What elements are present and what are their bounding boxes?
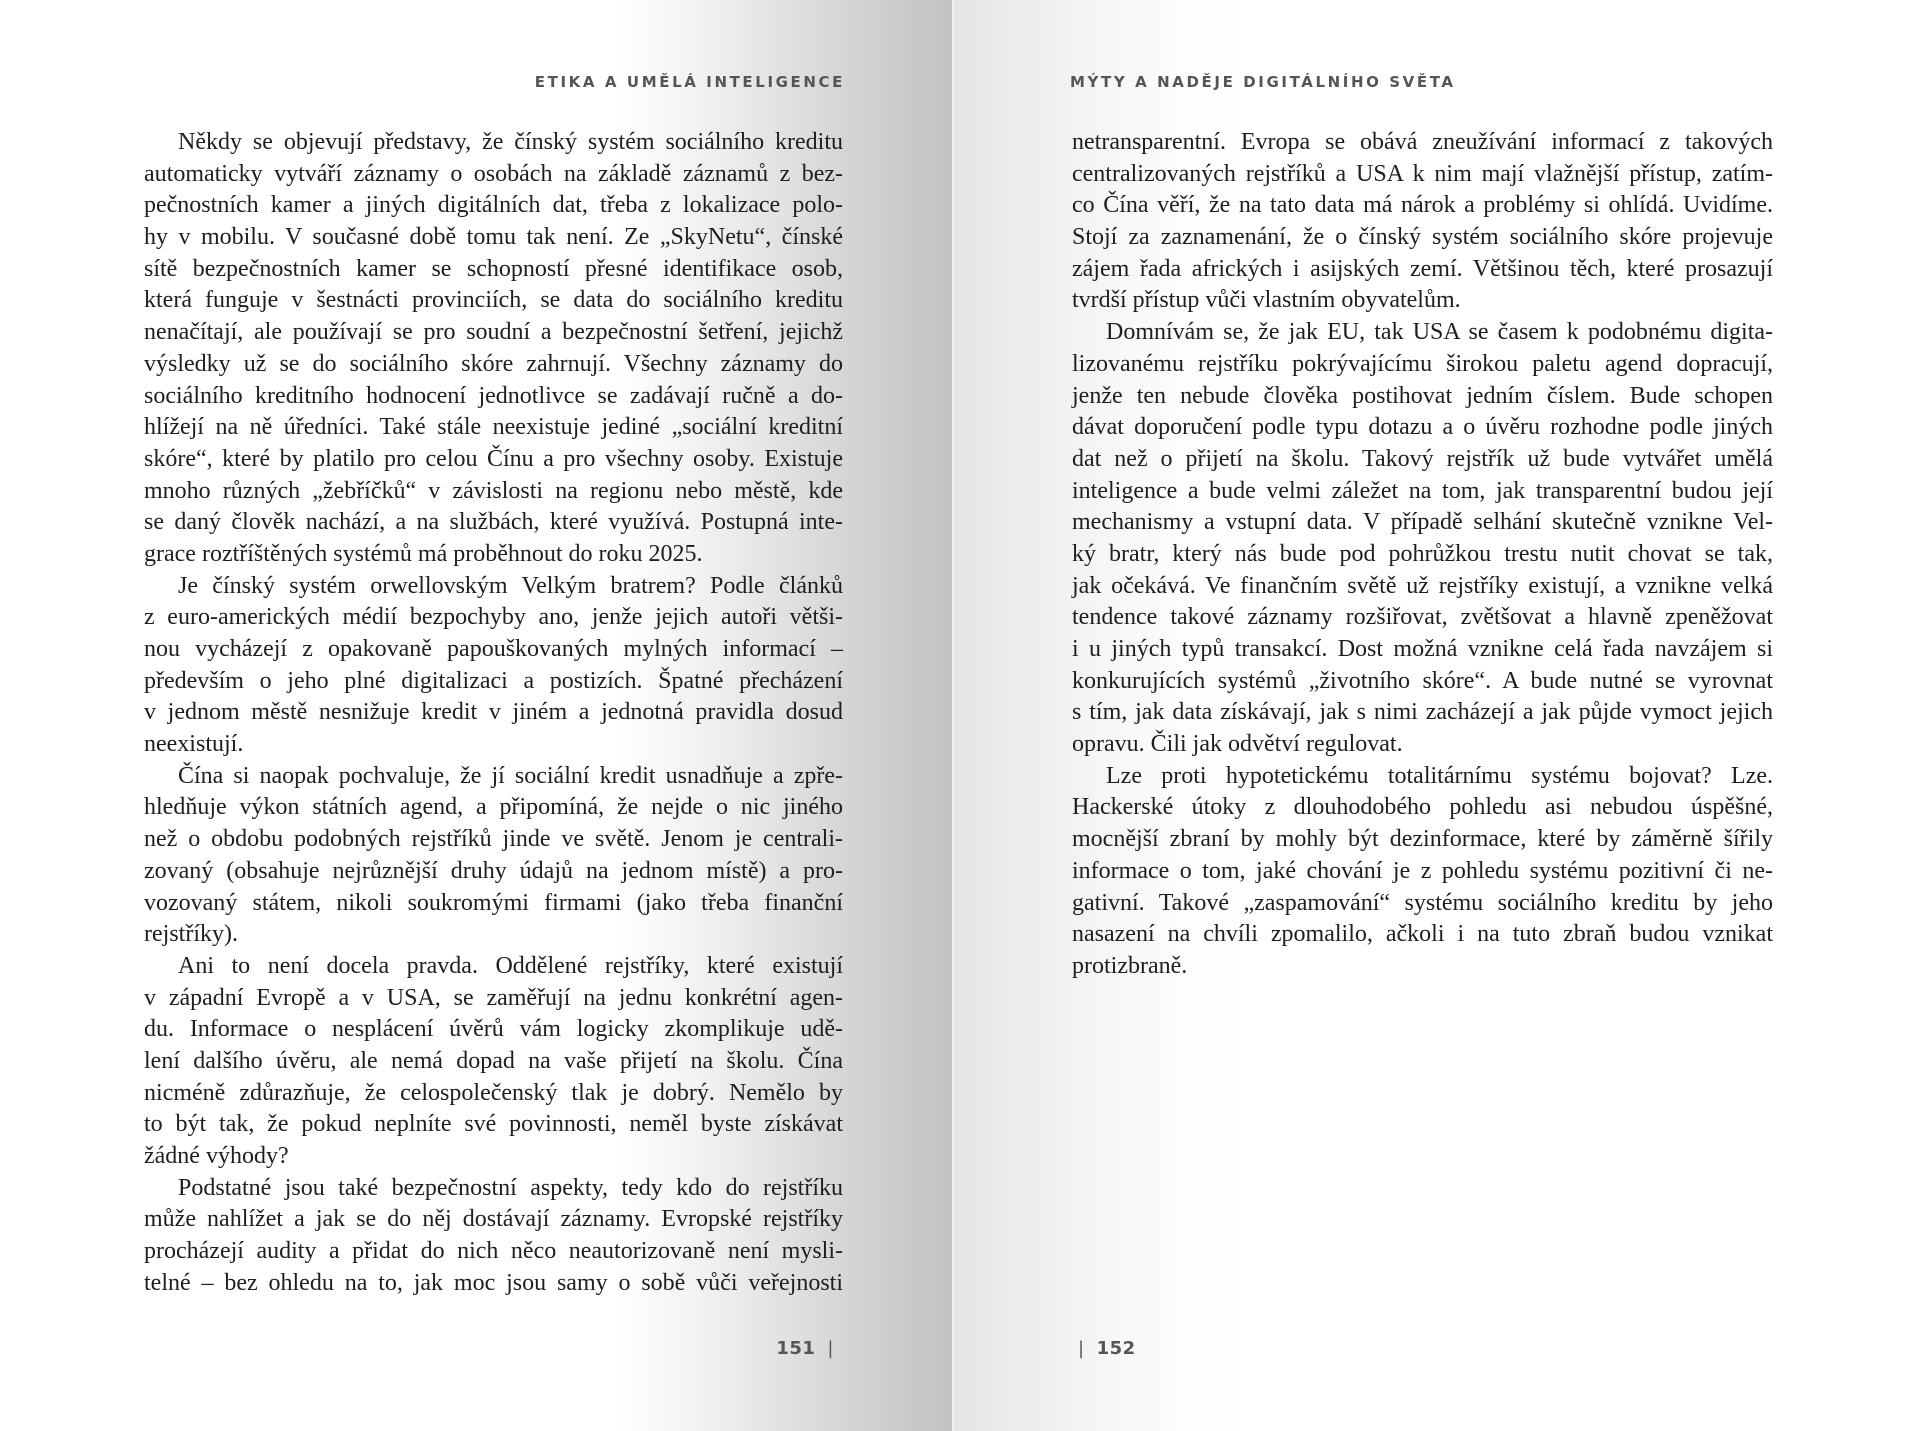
folio-separator: | (827, 1338, 834, 1359)
text-line: Je čínský systém orwellovským Velkým bratrem? Podle článků (178, 572, 843, 599)
text-line: lizovanému rejstříku pokrývajícímu širokou paletu agend dopracují, (1072, 350, 1773, 377)
text-line: Stojí za zaznamenání, že o čínský systém sociálního skóre projevuje (1072, 224, 1773, 251)
text-line: pečnostních kamer a jiných digitálních dat, třeba z lokalizace polo- (144, 192, 843, 219)
text-line: hlížejí na ně úředníci. Také stále neexistuje jediné „sociální kreditní (144, 414, 843, 441)
text-line: Podstatné jsou také bezpečnostní aspekty, tedy kdo do rejstříku (178, 1174, 843, 1201)
text-line: z euro-amerických médií bezpochyby ano, jenže jejich autoři větši- (144, 604, 843, 631)
text-line: jenže ten nebude člověka postihovat jedním číslem. Bude schopen (1072, 382, 1773, 409)
text-line: mnoho různých „žebříčků“ v závislosti na regionu nebo městě, kde (144, 477, 843, 504)
text-line: Někdy se objevují představy, že čínský systém sociálního kreditu (178, 129, 843, 155)
folio-separator: | (1078, 1338, 1085, 1359)
text-line: hy v mobilu. V současné době tomu tak není. Ze „SkyNetu“, čínské (144, 224, 843, 251)
text-line: se daný člověk nachází, a na službách, které využívá. Postupná inte- (144, 509, 843, 536)
text-line: Lze proti hypotetickému totalitárnímu systému bojovat? Lze. (1106, 762, 1773, 789)
text-line: informace o tom, jaké chování je z pohledu systému pozitivní či ne- (1072, 857, 1773, 884)
text-line: rejstříky). (144, 921, 238, 948)
text-line: co Čína věří, že na tato data má nárok a problémy si ohlídá. Uvidíme. (1072, 192, 1773, 219)
page-number-left (776, 1338, 846, 1359)
book-gutter-fold (952, 0, 954, 1431)
text-line: v západní Evropě a v USA, se zaměřují na jednu konkrétní agen- (144, 984, 843, 1011)
text-line: nenačítají, ale používají se pro soudní a bezpečnostní šetření, jejichž (144, 319, 843, 346)
text-line: Domnívám se, že jak EU, tak USA se časem k podobnému digita- (1106, 319, 1773, 346)
text-line: Hackerské útoky z dlouhodobého pohledu asi nebudou úspěšné, (1072, 794, 1773, 821)
text-line: než o obdobu podobných rejstříků jinde ve světě. Jenom je centrali- (144, 826, 843, 853)
text-line: telné – bez ohledu na to, jak moc jsou samy o sobě vůči veřejnosti (144, 1269, 843, 1296)
running-head-left: ETIKA A UMĚLÁ INTELIGENCE (534, 73, 845, 91)
text-line: vozovaný státem, nikoli soukromými firmami (jako třeba finanční (144, 889, 843, 916)
text-line: výsledky už se do sociálního skóre zahrnují. Všechny záznamy do (144, 350, 843, 377)
text-line: mocnější zbraní by mohly být dezinformace, které by záměrně šířily (1072, 826, 1773, 853)
text-line: sítě bezpečnostních kamer se schopností přesné identifikace osob, (144, 255, 843, 282)
text-line: konkurujících systémů „životního skóre“. A bude nutné se vyrovnat (1072, 667, 1773, 694)
text-line: lení dalšího úvěru, ale nemá dopad na vaše přijetí na školu. Čína (144, 1047, 843, 1074)
text-line: s tím, jak data získávají, jak s nimi zacházejí a jak půjde vymoct jejich (1072, 699, 1773, 726)
text-line: netransparentní. Evropa se obává zneužívání informací z takových (1072, 129, 1773, 155)
text-line: nasazení na chvíli zpomalilo, ačkoli i na tuto zbraň budou vznikat (1072, 921, 1773, 948)
text-line: hledňuje výkon státních agend, a připomíná, že nejde o nic jiného (144, 794, 843, 821)
right-page-body-text (1072, 127, 1773, 983)
page-number-value: 151 (776, 1338, 816, 1359)
text-line: i u jiných typů transakcí. Dost možná vznikne celá řada navzájem si (1072, 636, 1773, 662)
text-line: skóre“, které by platilo pro celou Čínu a pro všechny osoby. Existuje (144, 445, 843, 472)
left-page-body-text (144, 127, 843, 1299)
text-line: může nahlížet a jak se do něj dostávají záznamy. Evropské rejstříky (144, 1206, 843, 1233)
text-line: zovaný (obsahuje nejrůznější druhy údajů na jednom místě) a pro- (144, 857, 843, 884)
text-line: v jednom městě nesnižuje kredit v jiném a jednotná pravidla dosud (144, 699, 843, 726)
text-line: du. Informace o nesplácení úvěrů vám logicky zkomplikuje udě- (144, 1016, 843, 1043)
text-line: opravu. Čili jak odvětví regulovat. (1072, 731, 1403, 758)
text-line: především o jeho plné digitalizaci a postizích. Špatné přecházení (144, 667, 843, 694)
text-line: automaticky vytváří záznamy o osobách na základě záznamů z bez- (144, 160, 843, 187)
text-line: sociálního kreditního hodnocení jednotlivce se zadávají ručně a do- (144, 382, 843, 409)
page-number-value: 152 (1096, 1338, 1136, 1359)
text-line: procházejí audity a přidat do nich něco neautorizovaně není mysli- (144, 1238, 843, 1265)
text-line: tvrdší přístup vůči vlastním obyvatelům. (1072, 287, 1461, 314)
text-line: Ani to není docela pravda. Oddělené rejstříky, které existují (178, 952, 843, 979)
text-line: nicméně zdůrazňuje, že celospolečenský tlak je dobrý. Nemělo by (144, 1079, 843, 1106)
page-number-right (1066, 1338, 1136, 1359)
text-line: Čína si naopak pochvaluje, že jí sociální kredit usnadňuje a zpře- (178, 762, 843, 789)
text-line: neexistují. (144, 731, 244, 758)
text-line: centralizovaných rejstříků a USA k nim mají vlažnější přístup, zatím- (1072, 160, 1773, 187)
text-line: žádné výhody? (144, 1143, 289, 1169)
text-line: dávat doporučení podle typu dotazu a o úvěru rozhodne podle jiných (1072, 414, 1773, 441)
text-line: jak očekává. Ve finančním světě už rejstříky existují, a vznikne velká (1072, 572, 1773, 599)
text-line: grace roztříštěných systémů má proběhnout do roku 2025. (144, 540, 703, 567)
text-line: zájem řada afrických i asijských zemí. Většinou těch, které prosazují (1072, 255, 1773, 282)
text-line: tendence takové záznamy rozšiřovat, zvětšovat a hlavně zpeněžovat (1072, 604, 1773, 631)
text-line: dat než o přijetí na školu. Takový rejstřík už bude vytvářet umělá (1072, 445, 1773, 472)
text-line: která funguje v šestnácti provinciích, se data do sociálního kreditu (144, 287, 843, 314)
text-line: to být tak, že pokud neplníte své povinnosti, neměl byste získávat (144, 1111, 843, 1138)
text-line: protizbraně. (1072, 952, 1188, 979)
text-line: nou vycházejí z opakovaně papouškovaných mylných informací – (144, 636, 843, 662)
text-line: ký bratr, který nás bude pod pohrůžkou trestu nutit chovat se tak, (1072, 540, 1773, 567)
text-line: gativní. Takové „zaspamování“ systému sociálního kreditu by jeho (1072, 889, 1773, 916)
text-line: mechanismy a vstupní data. V případě selhání skutečně vznikne Vel- (1072, 509, 1773, 536)
text-line: inteligence a bude velmi záležet na tom, jak transparentní budou její (1072, 477, 1773, 504)
running-head-right: MÝTY A NADĚJE DIGITÁLNÍHO SVĚTA (1070, 73, 1456, 91)
